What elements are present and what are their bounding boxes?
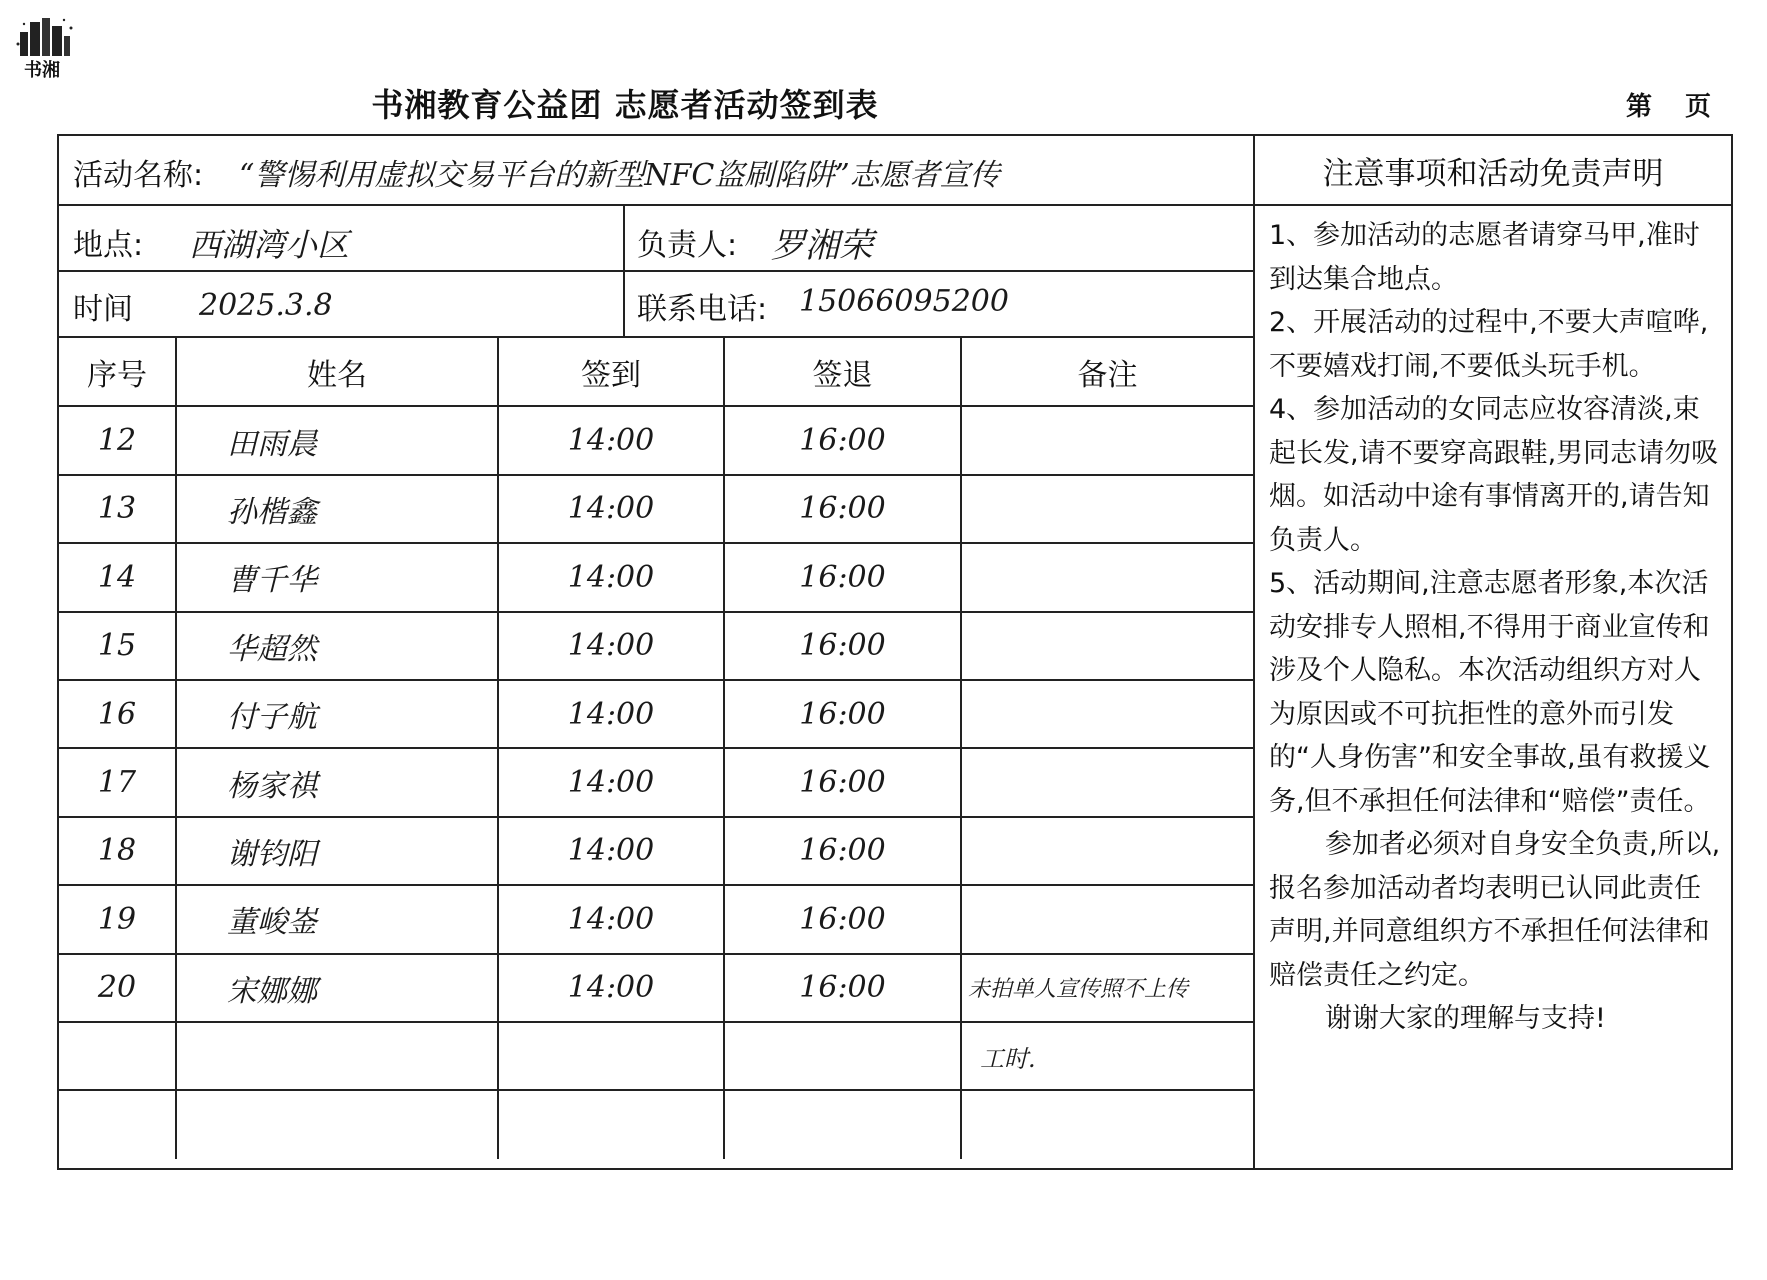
row-sign-out: 16:00 xyxy=(724,954,961,1022)
sign-in-form xyxy=(57,134,1255,1170)
leader-value: 罗湘荣 xyxy=(771,226,873,266)
leader-label: 负责人: xyxy=(637,228,738,263)
thanks-text: 谢谢大家的理解与支持! xyxy=(1325,1003,1606,1034)
table-row xyxy=(59,1090,1253,1158)
phone-value: 15066095200 xyxy=(799,284,1009,319)
row-sign-in: 14:00 xyxy=(498,817,724,885)
page-title: 书湘教育公益团 志愿者活动签到表 xyxy=(371,86,879,124)
row-number: 16 xyxy=(59,680,176,748)
row-remark xyxy=(961,748,1253,816)
table-row xyxy=(59,475,1253,543)
table-row xyxy=(59,954,1253,1022)
table-row xyxy=(59,612,1253,680)
table-row xyxy=(59,1022,1253,1090)
row-remark xyxy=(961,543,1253,611)
table-row xyxy=(59,885,1253,953)
row-number: 17 xyxy=(59,748,176,816)
row-number: 18 xyxy=(59,817,176,885)
row-name: 孙楷鑫 xyxy=(176,475,498,543)
row-name xyxy=(176,1090,498,1158)
column-header-remark: 备注 xyxy=(961,338,1253,406)
row-number: 12 xyxy=(59,406,176,474)
table-row xyxy=(59,748,1253,816)
row-number: 14 xyxy=(59,543,176,611)
row-remark xyxy=(961,612,1253,680)
row-sign-in: 14:00 xyxy=(498,406,724,474)
row-name: 谢钧阳 xyxy=(176,817,498,885)
row-remark xyxy=(961,1090,1253,1158)
time-row xyxy=(59,272,1253,338)
row-number xyxy=(59,1022,176,1090)
notice-panel xyxy=(1255,134,1733,1170)
row-sign-out: 16:00 xyxy=(724,680,961,748)
table-row xyxy=(59,817,1253,885)
row-sign-in: 14:00 xyxy=(498,612,724,680)
row-sign-out: 16:00 xyxy=(724,406,961,474)
location-row xyxy=(59,206,1253,272)
row-name: 宋娜娜 xyxy=(176,954,498,1022)
row-sign-in: 14:00 xyxy=(498,543,724,611)
row-name: 杨家祺 xyxy=(176,748,498,816)
row-sign-in: 14:00 xyxy=(498,885,724,953)
row-name: 董峻崟 xyxy=(176,885,498,953)
row-sign-out xyxy=(724,1022,961,1090)
row-number: 15 xyxy=(59,612,176,680)
table-header-row xyxy=(59,338,1253,406)
row-sign-out: 16:00 xyxy=(724,543,961,611)
table-row xyxy=(59,543,1253,611)
column-header-sign-out: 签退 xyxy=(724,338,961,406)
activity-value: “警惕利用虚拟交易平台的新型NFC盗刷陷阱”志愿者宣传 xyxy=(239,158,1000,193)
table-row xyxy=(59,680,1253,748)
row-name: 曹千华 xyxy=(176,543,498,611)
logo-text: 书湘 xyxy=(24,60,60,81)
row-sign-out: 16:00 xyxy=(724,885,961,953)
row-name: 付子航 xyxy=(176,680,498,748)
row-name: 华超然 xyxy=(176,612,498,680)
notice-body xyxy=(1255,206,1731,1041)
row-sign-in: 14:00 xyxy=(498,475,724,543)
row-remark xyxy=(961,680,1253,748)
row-number: 13 xyxy=(59,475,176,543)
row-sign-out xyxy=(724,1090,961,1158)
row-sign-out: 16:00 xyxy=(724,475,961,543)
notice-item: 5、活动期间,注意志愿者形象,本次活动安排专人照相,不得用于商业宣传和涉及个人隐私。本次活动组织方对人为原因或不可抗拒性的意外而引发的“人身伤害”和安全事故,虽有救援义务,但不承担任何法律和“赔偿”责任。 xyxy=(1269,568,1711,817)
table-row xyxy=(59,406,1253,474)
location-label: 地点: xyxy=(73,228,144,263)
column-header-name: 姓名 xyxy=(176,338,498,406)
row-name: 田雨晨 xyxy=(176,406,498,474)
row-remark xyxy=(961,406,1253,474)
row-remark: 工时. xyxy=(961,1022,1253,1090)
header-divider xyxy=(623,206,625,338)
column-header-number: 序号 xyxy=(59,338,176,406)
row-remark: 未拍单人宣传照不上传 xyxy=(961,954,1253,1022)
row-sign-in xyxy=(498,1022,724,1090)
row-sign-in: 14:00 xyxy=(498,748,724,816)
notice-item: 4、参加活动的女同志应妆容清淡,束起长发,请不要穿高跟鞋,男同志请勿吸烟。如活动中途有事情离开的,请告知负责人。 xyxy=(1269,394,1719,556)
row-number: 20 xyxy=(59,954,176,1022)
row-remark xyxy=(961,885,1253,953)
time-label: 时间 xyxy=(73,292,133,327)
activity-label: 活动名称: xyxy=(73,158,204,193)
notice-heading: 注意事项和活动免责声明 xyxy=(1255,136,1731,206)
time-value: 2025.3.8 xyxy=(199,288,333,323)
page-number-label: 第 页 xyxy=(1626,92,1712,122)
row-sign-out: 16:00 xyxy=(724,748,961,816)
sign-in-table xyxy=(59,338,1253,1159)
row-number xyxy=(59,1090,176,1158)
row-number: 19 xyxy=(59,885,176,953)
responsibility-statement: 参加者必须对自身安全负责,所以,报名参加活动者均表明已认同此责任声明,并同意组织方不承担任何法律和赔偿责任之约定。 xyxy=(1269,829,1721,991)
row-remark xyxy=(961,475,1253,543)
notice-item: 2、开展活动的过程中,不要大声喧哗,不要嬉戏打闹,不要低头玩手机。 xyxy=(1269,307,1709,382)
row-sign-in xyxy=(498,1090,724,1158)
row-sign-in: 14:00 xyxy=(498,954,724,1022)
notice-item: 1、参加活动的志愿者请穿马甲,准时到达集合地点。 xyxy=(1269,220,1700,295)
row-name xyxy=(176,1022,498,1090)
row-sign-out: 16:00 xyxy=(724,612,961,680)
location-value: 西湖湾小区 xyxy=(189,226,350,264)
column-header-sign-in: 签到 xyxy=(498,338,724,406)
activity-row xyxy=(59,136,1253,206)
row-sign-out: 16:00 xyxy=(724,817,961,885)
phone-label: 联系电话: xyxy=(637,292,768,327)
row-remark xyxy=(961,817,1253,885)
row-sign-in: 14:00 xyxy=(498,680,724,748)
